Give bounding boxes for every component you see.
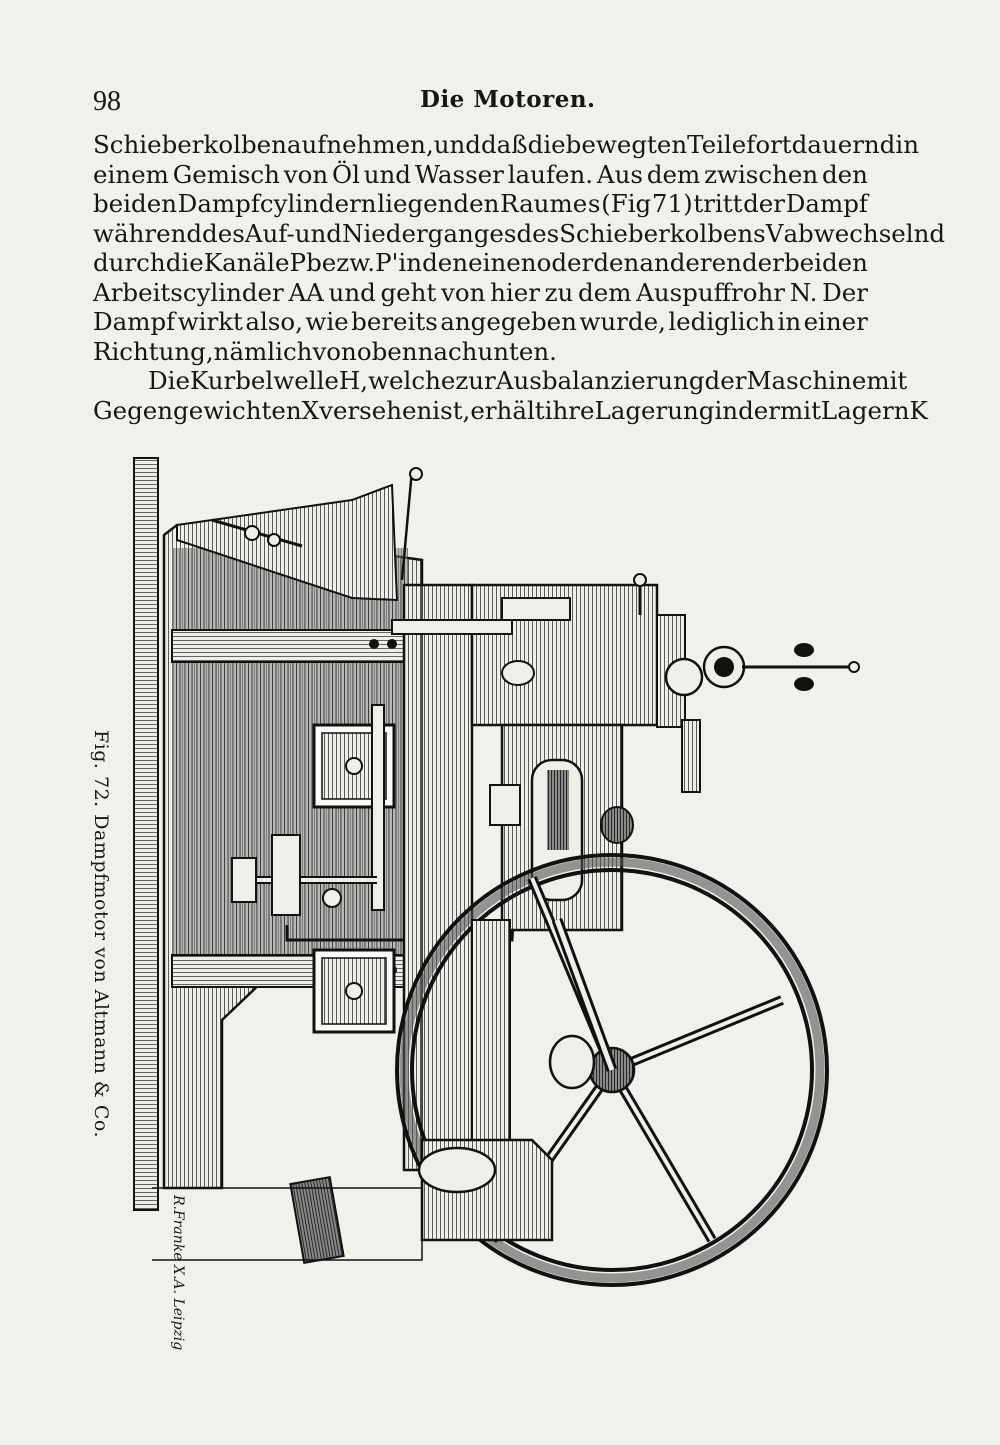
- text-line: durch die Kanäle P bezw. P' in den einen oder den anderen der beiden: [93, 248, 868, 277]
- figure-steam-engine: [92, 440, 912, 1310]
- text-line: Die Kurbelwelle H, welche zur Ausbalanzierung der Maschine mit: [148, 366, 908, 395]
- page-number: 98: [93, 86, 121, 117]
- body-text: [93, 130, 946, 425]
- text-line: beiden Dampfcylindern liegenden Raume s (Fig 71) tritt der Dampf: [93, 189, 868, 218]
- text-line: Gegengewichten X versehen ist, erhält ihre Lagerung in der mit Lagern K: [93, 395, 928, 425]
- text-line: Richtung, nämlich von oben nach unten.: [93, 336, 557, 366]
- running-head: Die Motoren.: [420, 86, 596, 113]
- engraver-signature: R.Franke X.A. Leipzig: [170, 1195, 186, 1351]
- base-plank: [134, 458, 158, 1210]
- text-line: Arbeitscylinder AA und geht von hier zu dem Auspuffrohr N. Der: [93, 277, 868, 307]
- text-line: Schieberkolben aufnehmen, und daß die bewegten Teile fortdauernd in: [93, 130, 919, 159]
- text-line: Dampf wirkt also, wie bereits angegeben wurde, lediglich in einer: [93, 307, 868, 336]
- text-line: einem Gemisch von Öl und Wasser laufen. Aus dem zwischen den: [93, 159, 868, 189]
- text-line: während des Auf- und Niederganges des Schieberkolbens V abwechselnd: [93, 218, 946, 248]
- steam-engine-illustration: [92, 440, 912, 1310]
- figure-caption: Fig. 72. Dampfmotor von Altmann & Co.: [90, 730, 112, 1139]
